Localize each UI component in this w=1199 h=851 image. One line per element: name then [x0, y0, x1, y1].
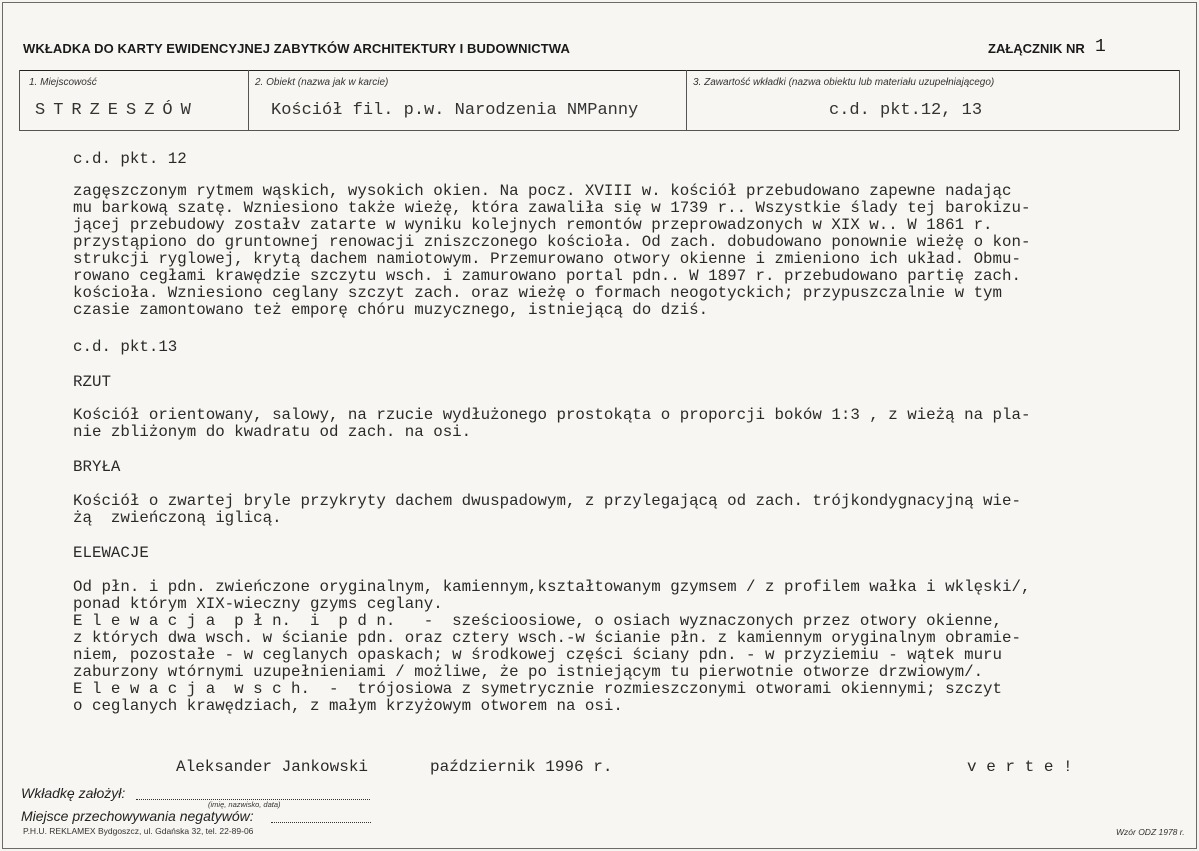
text-line: nie zbliżonym do kwadratu od zach. na osi. [73, 423, 472, 441]
paragraph-bryla [73, 493, 1021, 527]
section-heading-rzut: RZUT [73, 373, 111, 391]
text-line: rowano cegłami krawędzie szczytu wsch. i zamurowano portal pdn.. W 1897 r. przebudowano partię zach. [73, 267, 1021, 285]
text-line: Kościół orientowany, salowy, na rzucie wydłużonego prostokąta o proporcji boków 1:3 , z wieżą na pla- [73, 406, 1031, 424]
annex-number: 1 [1095, 37, 1106, 57]
field-border-2 [686, 70, 687, 130]
text-line: kościoła. Wzniesiono ceglany szczyt zach. oraz wieżę o formach neogotyckich; przypuszczalnie w tym [73, 284, 1003, 302]
field-border-1 [248, 70, 249, 130]
text-line: E l e w a c j a w s c h. - trójosiowa z symetrycznie rozmieszczonymi otworami okiennymi; szczyt [73, 680, 1003, 698]
author-name: Aleksander Jankowski [176, 758, 369, 776]
text-line: E l e w a c j a p ł n. i p d n. - sześcioosiowe, o osiach wyznaczonych przez otwory okienne, [73, 612, 1003, 630]
date-text: październik 1996 r. [430, 758, 613, 776]
text-line: mu barkową szatę. Wzniesiono także wieżę, która zawaliła się w 1739 r.. Wszystkie ślady tej barokizu- [73, 199, 1031, 217]
verte-text: v e r t e ! [967, 758, 1073, 776]
text-line: zaburzony wtórnymi uzupełnieniami / możliwe, że po istniejącym tu pierwotnie otworze drzwiowym/. [73, 663, 984, 681]
negatives-storage-line [271, 821, 371, 823]
fields-divider [19, 130, 1179, 131]
field-place-value: STRZESZÓW [35, 101, 199, 120]
text-line: ponad którym XIX-wieczny gzyms ceglany. [73, 595, 443, 613]
founded-by-label: Wkładkę założył: [21, 785, 126, 801]
section-heading-elewacje: ELEWACJE [73, 544, 149, 562]
form-title: WKŁADKA DO KARTY EWIDENCYJNEJ ZABYTKÓW ARCHITEKTURY I BUDOWNICTWA [23, 41, 570, 56]
founded-by-hint: (imię, nazwisko, data) [208, 800, 281, 809]
text-line: żą zwieńczoną iglicą. [73, 509, 282, 527]
section-heading-bryla: BRYŁA [73, 458, 121, 476]
field-border-left [19, 70, 20, 130]
paragraph-elewacje [73, 579, 1030, 715]
text-line: niem, pozostałe - w ceglanych opaskach; w środkowej części ściany pdn. - w przyziemiu - wątek muru [73, 646, 1003, 664]
text-line: zagęszczonym rytmem wąskich, wysokich okien. Na pocz. XVIII w. kościół przebudowano zapewne nadając [73, 182, 1012, 200]
text-line: Kościół o zwartej bryle przykryty dachem dwuspadowym, z przylegającą od zach. trójkondygnacyjną wie- [73, 492, 1021, 510]
field-object-label: 2. Obiekt (nazwa jak w karcie) [255, 77, 389, 88]
field-place-label: 1. Miejscowość [29, 77, 97, 88]
annex-label: ZAŁĄCZNIK NR [988, 41, 1085, 56]
field-border-right [1179, 70, 1180, 130]
negatives-storage-label: Miejsce przechowywania negatywów: [21, 808, 254, 824]
text-line: z których dwa wsch. w ścianie pdn. oraz cztery wsch.-w ścianie płn. z kamiennym oryginalnym obramie- [73, 629, 1021, 647]
text-line: jącej przebudowy zostałv zatarte w wyniku kolejnych remontów przeprowadzonych w XIX w.. W 1861 r. [73, 216, 993, 234]
field-object-value: Kościół fil. p.w. Narodzenia NMPanny [271, 101, 639, 120]
section-heading-12: c.d. pkt. 12 [73, 150, 187, 168]
printer-imprint: P.H.U. REKLAMEX Bydgoszcz, ul. Gdańska 32, tel. 22-89-06 [23, 826, 254, 836]
paragraph-rzut [73, 407, 1030, 441]
section-heading-13: c.d. pkt.13 [73, 338, 178, 356]
text-line: przystąpiono do gruntownej renowacji zniszczonego kościoła. Od zach. dobudowano ponownie wieżę o kon- [73, 233, 1031, 251]
text-line: Od płn. i pdn. zwieńczone oryginalnym, kamiennym,kształtowanym gzymsem / z profilem wałka i wklęski/, [73, 578, 1031, 596]
field-contents-label: 3. Zawartość wkładki (nazwa obiektu lub materiału uzupełniającego) [693, 77, 995, 88]
field-contents-value: c.d. pkt.12, 13 [829, 101, 983, 120]
header-divider [19, 70, 1179, 71]
paragraph-history [73, 183, 1030, 319]
form-pattern: Wzór ODZ 1978 r. [1116, 827, 1185, 837]
text-line: czasie zamontowano też emporę chóru muzycznego, istniejącą do dziś. [73, 301, 709, 319]
text-line: strukcji ryglowej, krytą dachem namiotowym. Przemurowano otwory okienne i zmieniono ich układ. Obmu- [73, 250, 1021, 268]
record-card [2, 2, 1197, 849]
text-line: o ceglanych krawędziach, z małym krzyżowym otworem na osi. [73, 697, 623, 715]
